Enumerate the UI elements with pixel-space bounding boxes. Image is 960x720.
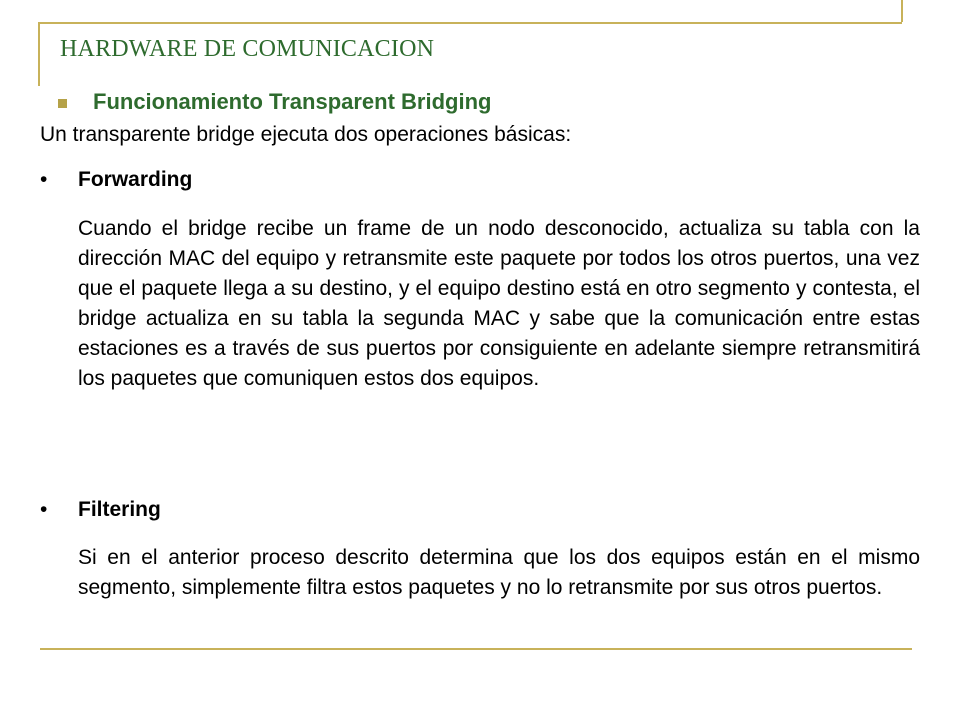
term-forwarding: Forwarding (78, 168, 193, 191)
right-rule (901, 0, 903, 22)
forwarding-description: Cuando el bridge recibe un frame de un nodo desconocido, actualiza su tabla con la dirección MAC del equipo y retransmite este paquete por todos los otros puertos, una vez que el paquete llega a su destino, y el equipo destino está en otro segmento y contesta, el bridge actualiza en su tabla la segunda MAC y sabe que la comunicación entre estas estaciones es a través de sus puertos por consiguiente en adelante siempre retransmitirá los paquetes que comuniquen estos dos equipos. (78, 217, 920, 390)
intro-text: Un transparente bridge ejecuta dos operaciones básicas: (40, 123, 572, 146)
slide-title: HARDWARE DE COMUNICACION (60, 36, 435, 62)
square-bullet-icon (58, 99, 67, 108)
top-rule (38, 22, 902, 24)
section-subtitle: Funcionamiento Transparent Bridging (93, 89, 492, 114)
bullet-filtering (40, 498, 161, 522)
filtering-description: Si en el anterior proceso descrito determina que los dos equipos están en el mismo segmento, simplemente filtra estos paquetes y no lo retransmite por sus otros puertos. (78, 546, 920, 599)
left-rule (38, 22, 40, 86)
bullet-dot-icon: • (40, 498, 48, 521)
term-filtering: Filtering (78, 498, 161, 521)
bullet-forwarding (40, 168, 192, 192)
bottom-rule (40, 648, 912, 650)
subtitle-row (58, 89, 491, 115)
bullet-dot-icon: • (40, 168, 48, 191)
